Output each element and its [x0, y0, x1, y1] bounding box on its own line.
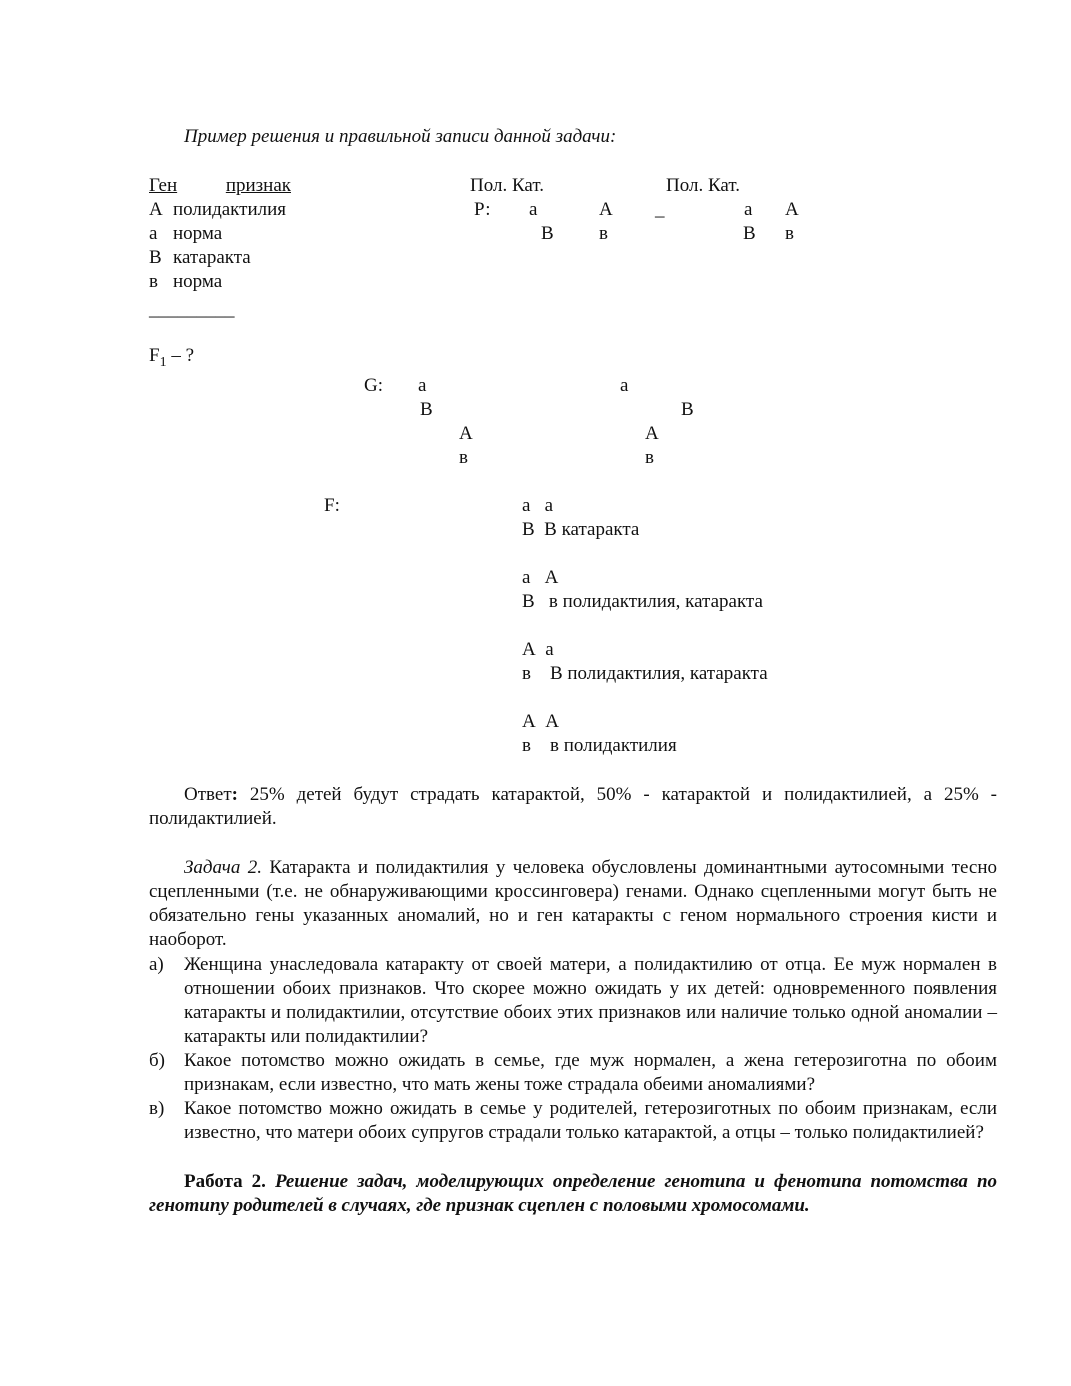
legend-gene: в	[149, 271, 158, 292]
offspring-genotype-top: А А	[522, 711, 559, 732]
legend-trait: норма	[173, 223, 223, 244]
task2-paragraph	[149, 856, 997, 952]
item-text: Женщина унаследовала катаракту от своей матери, а полидактилию от отца. Ее муж нормален в отношении обоих признаков. Что скорее можно ожидать у их детей: одновременного появления катаракты и полидактилии, отсутствие обоих этих признаков или наличие только одной аномалии – катаракты или полидактилии?	[184, 954, 997, 1047]
mother-allele: в	[599, 223, 608, 244]
work2-paragraph	[149, 1170, 997, 1218]
item-marker: а)	[149, 954, 164, 975]
parent-header-mother: Пол. Кат.	[470, 175, 544, 196]
legend-trait: норма	[173, 271, 223, 292]
item-text: Какое потомство можно ожидать в семье у родителей, гетерозиготных по обоим признакам, если известно, что матери обоих супругов страдали только катарактой, а отцы – только полидактилией?	[184, 1098, 997, 1143]
mother-allele: а	[529, 199, 538, 220]
item-marker: б)	[149, 1050, 165, 1071]
example-heading: Пример решения и правильной записи данной задачи:	[184, 126, 617, 147]
legend-col-trait: признак	[225, 175, 291, 196]
gametes-label: G:	[364, 375, 383, 396]
offspring-genotype-bottom: в В полидактилия, катаракта	[522, 663, 768, 684]
gamete-allele: в	[459, 447, 468, 468]
answer-colon: :	[231, 784, 238, 805]
answer-paragraph	[149, 783, 997, 831]
offspring-genotype-top: а А	[522, 567, 559, 588]
offspring-genotype-top: а а	[522, 495, 554, 516]
parents-label: Р:	[474, 199, 491, 220]
legend-trait: катаракта	[173, 247, 251, 268]
task2-item-b	[149, 1049, 997, 1097]
gamete-allele: В	[681, 399, 694, 420]
father-allele: В	[743, 223, 756, 244]
offspring-label: F:	[324, 495, 340, 516]
answer-text: 25% детей будут страдать катарактой, 50% - катарактой и полидактилией, а 25% - полидактилией.	[149, 784, 997, 829]
father-allele: А	[785, 199, 799, 220]
offspring-genotype-top: А а	[522, 639, 554, 660]
gamete-allele: А	[459, 423, 473, 444]
father-allele: а	[744, 199, 753, 220]
gamete-allele: А	[645, 423, 659, 444]
task2-label: Задача 2.	[184, 857, 262, 878]
gamete-allele: а	[620, 375, 629, 396]
parent-header-father: Пол. Кат.	[666, 175, 740, 196]
work2-title: Решение задач, моделирующих определение генотипа и фенотипа потомства по генотипу родителей в случаях, где признак сцеплен с половыми хромосомами.	[149, 1171, 998, 1216]
gamete-allele: В	[420, 399, 433, 420]
item-marker: в)	[149, 1098, 165, 1119]
answer-label: Ответ	[184, 784, 232, 805]
legend-gene: В	[149, 247, 162, 268]
offspring-genotype-bottom: В в полидактилия, катаракта	[522, 591, 763, 612]
legend-col-gene: Ген	[149, 175, 178, 196]
offspring-genotype-bottom: В В катаракта	[522, 519, 640, 540]
f1-letter: F	[149, 345, 160, 366]
mother-allele: А	[599, 199, 613, 220]
task2-item-a	[149, 953, 997, 1049]
legend-gene: а	[149, 223, 158, 244]
task2-item-c	[149, 1097, 997, 1145]
item-text: Какое потомство можно ожидать в семье, где муж нормален, а жена гетерозиготна по обоим признакам, если известно, что мать жены тоже страдала обеими аномалиями?	[184, 1050, 997, 1095]
mother-allele: В	[541, 223, 554, 244]
gamete-allele: а	[418, 375, 427, 396]
task2-text: Катаракта и полидактилия у человека обусловлены доминантными аутосомными тесно сцепленными (т.е. не обнаруживающими кроссинговера) генами. Однако сцепленными могут быть не обязательно гены указанных аномалий, но и ген катаракты с геном нормального строения кисти и наоборот.	[149, 857, 997, 950]
legend-gene: А	[149, 199, 163, 220]
father-allele: в	[785, 223, 794, 244]
offspring-genotype-bottom: в в полидактилия	[522, 735, 677, 756]
f1-subscript: 1	[159, 355, 167, 370]
legend-rule: _________	[149, 299, 235, 320]
f1-rest: – ?	[166, 345, 195, 366]
f1-question	[149, 344, 194, 370]
work2-label: Работа 2.	[184, 1171, 266, 1192]
legend-trait: полидактилия	[173, 199, 287, 220]
gamete-allele: в	[645, 447, 654, 468]
cross-sign: _	[655, 199, 665, 220]
